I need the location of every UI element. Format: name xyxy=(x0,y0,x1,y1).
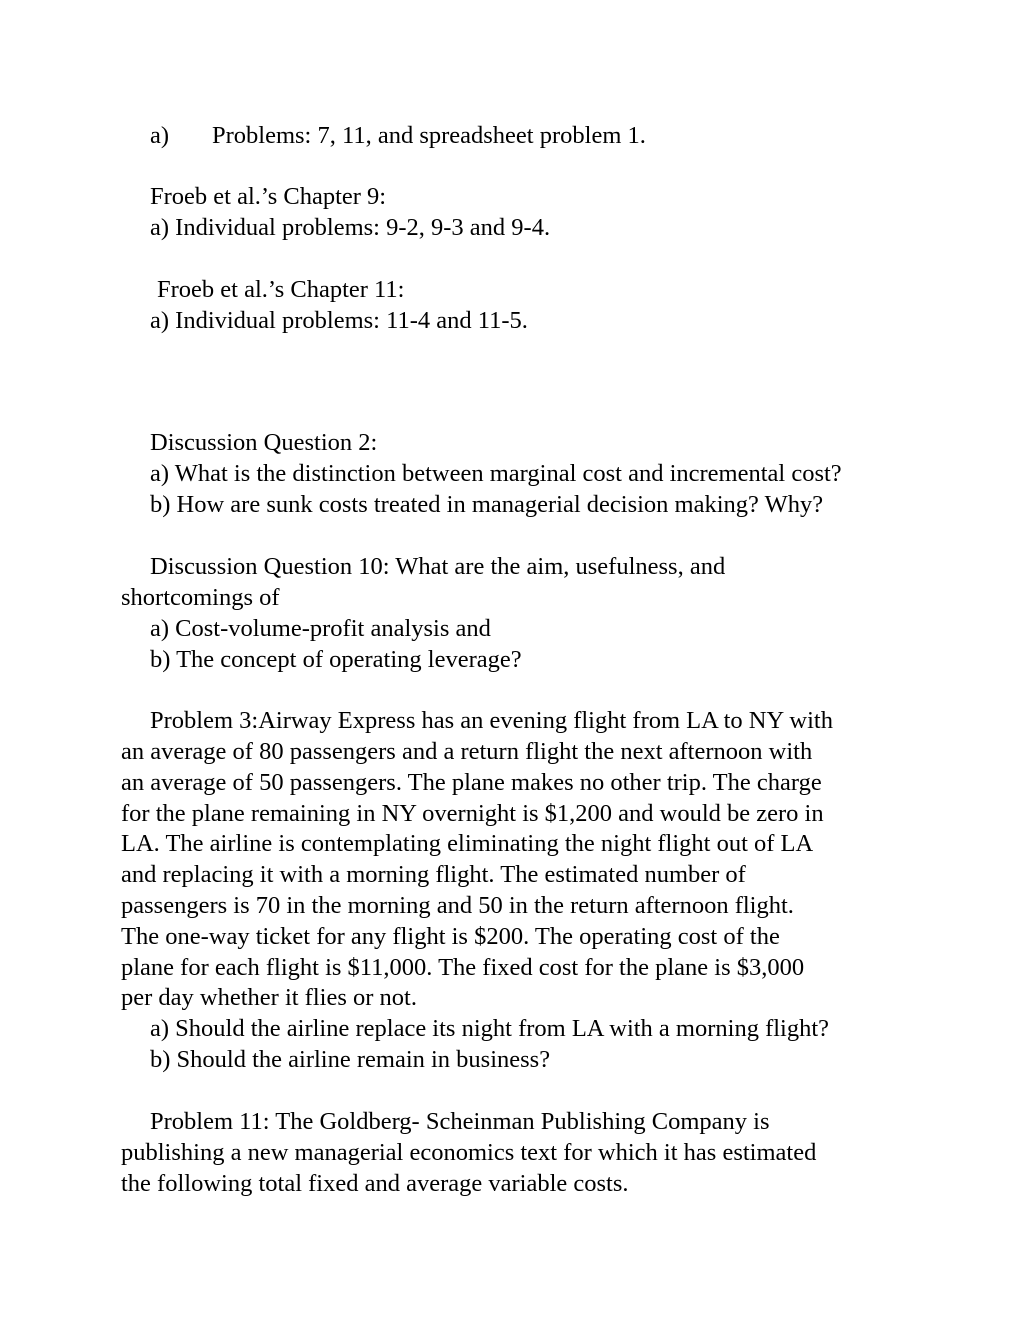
problem11-line: Problem 11: The Goldberg- Scheinman Publishing Company is xyxy=(150,1108,770,1135)
first-item-text: Problems: 7, 11, and spreadsheet problem 1. xyxy=(212,122,646,149)
problem3-line: per day whether it flies or not. xyxy=(121,984,417,1011)
problem3-line: and replacing it with a morning flight. The estimated number of xyxy=(121,861,746,888)
first-item-label: a) xyxy=(150,122,170,149)
dq2-heading: Discussion Question 2: xyxy=(150,429,378,456)
dq10-item-b: b) The concept of operating leverage? xyxy=(150,646,522,673)
problem3-line: LA. The airline is contemplating eliminating the night flight out of LA xyxy=(121,830,814,857)
dq10-line: Discussion Question 10: What are the aim, usefulness, and xyxy=(150,553,726,580)
chapter11-heading: Froeb et al.’s Chapter 11: xyxy=(157,276,405,303)
chapter11-item-a: a) Individual problems: 11-4 and 11-5. xyxy=(150,307,528,334)
chapter9-item-a: a) Individual problems: 9-2, 9-3 and 9-4. xyxy=(150,214,551,241)
problem3-line: Problem 3:Airway Express has an evening flight from LA to NY with xyxy=(150,707,833,734)
problem3-line: an average of 80 passengers and a return flight the next afternoon with xyxy=(121,738,813,765)
problem11-line: publishing a new managerial economics text for which it has estimated xyxy=(121,1139,817,1166)
problem3-line: an average of 50 passengers. The plane makes no other trip. The charge xyxy=(121,769,822,796)
dq2-item-a: a) What is the distinction between marginal cost and incremental cost? xyxy=(150,460,842,487)
chapter9-heading: Froeb et al.’s Chapter 9: xyxy=(150,183,387,210)
dq10-item-a: a) Cost-volume-profit analysis and xyxy=(150,615,491,642)
problem11-line: the following total fixed and average variable costs. xyxy=(121,1170,629,1197)
problem3-item-a: a) Should the airline replace its night from LA with a morning flight? xyxy=(150,1015,830,1042)
dq10-line: shortcomings of xyxy=(121,584,280,611)
problem3-line: plane for each flight is $11,000. The fixed cost for the plane is $3,000 xyxy=(121,954,805,981)
problem3-line: The one-way ticket for any flight is $200. The operating cost of the xyxy=(121,923,780,950)
problem3-line: passengers is 70 in the morning and 50 in the return afternoon flight. xyxy=(121,892,794,919)
problem3-line: for the plane remaining in NY overnight is $1,200 and would be zero in xyxy=(121,800,824,827)
dq2-item-b: b) How are sunk costs treated in managerial decision making? Why? xyxy=(150,491,824,518)
problem3-item-b: b) Should the airline remain in business? xyxy=(150,1046,551,1073)
